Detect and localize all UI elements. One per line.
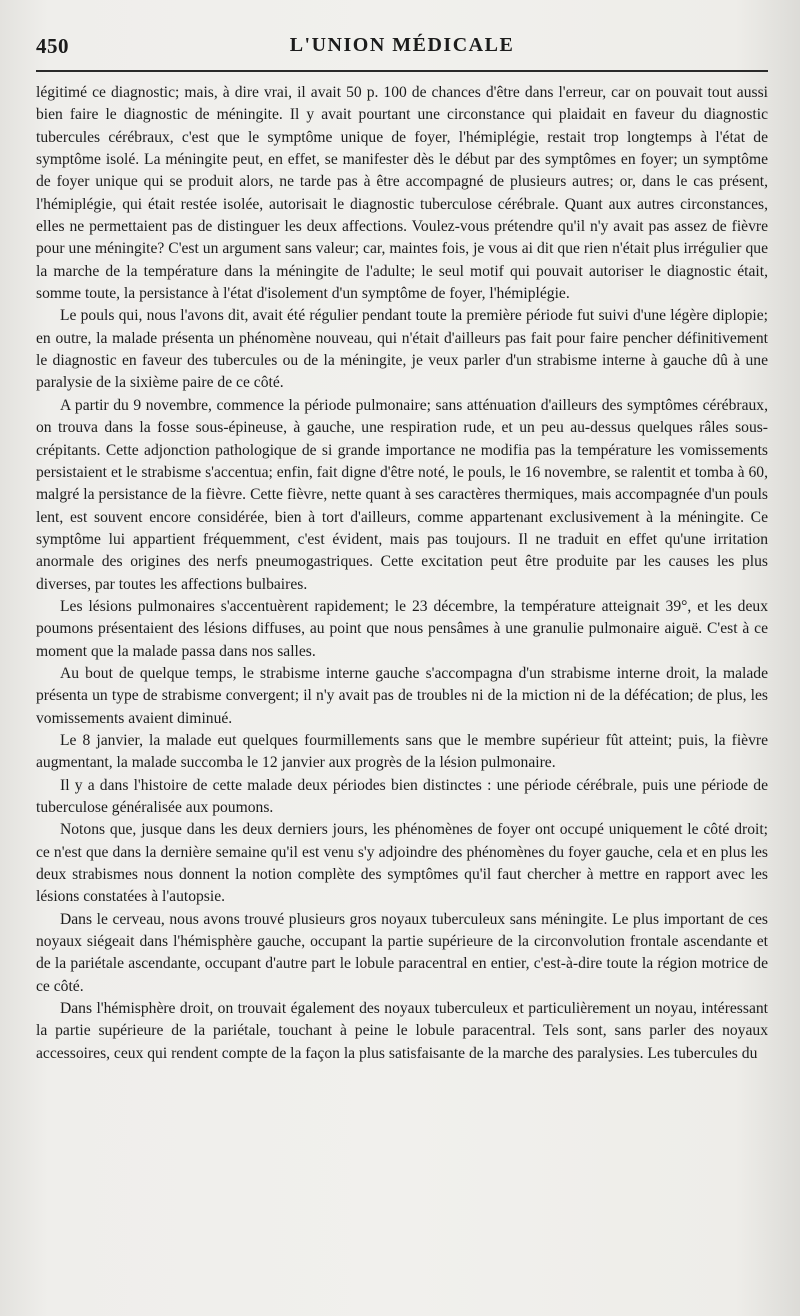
paragraph: Le 8 janvier, la malade eut quelques fourmillements sans que le membre supérieur fût atteint; puis, la fièvre augmentant, la malade succomba le 12 janvier aux progrès de la lésion pulmonaire. <box>36 731 768 772</box>
body-text <box>36 82 768 1065</box>
running-title: L'UNION MÉDICALE <box>289 34 515 56</box>
paragraph: Il y a dans l'histoire de cette malade deux périodes bien distinctes : une période cérébrale, puis une période de tuberculose généralisée aux poumons. <box>36 776 768 816</box>
paragraph: Dans le cerveau, nous avons trouvé plusieurs gros noyaux tuberculeux sans méningite. Le plus important de ces noyaux siégeait dans l'hémisphère gauche, occupant la partie supérieure de la circonvolution frontale ascendante et de la pariétale ascendante, occupant d'autre part le lobule paracentral en entier, c'est-à-dire toute la région motrice de ce côté. <box>36 910 768 995</box>
paragraph: Au bout de quelque temps, le strabisme interne gauche s'accompagna d'un strabisme interne droit, la malade présenta un type de strabisme convergent; il n'y avait pas de troubles ni de la miction ni de la défécation; de plus, les vomissements avaient diminué. <box>36 664 768 727</box>
header-rule <box>36 70 768 72</box>
page-header <box>36 34 768 62</box>
paragraph: A partir du 9 novembre, commence la période pulmonaire; sans atténuation d'ailleurs des symptômes cérébraux, on trouva dans la fosse sous-épineuse, à gauche, une respiration rude, et un peu au-dessus quelques râles sous-crépitants. Cette adjonction pathologique de si grande importance ne modifia pas la température les vomissements persistaient et le strabisme s'accentua; enfin, fait digne d'être noté, le pouls, le 16 novembre, se ralentit et tomba à 60, malgré la persistance de la fièvre. Cette fièvre, nette quant à ses caractères thermiques, mais accompagnée d'un pouls lent, est souvent encore considérée, bien à tort d'ailleurs, comme appartenant exclusivement à la méningite. Ce symptôme lui appartient fréquemment, c'est évident, mais pas toujours. Il ne traduit en effet qu'une irritation anormale des origines des nerfs pneumogastriques. Cette excitation peut être produite par les causes les plus diverses, par toutes les affections bulbaires. <box>36 396 768 593</box>
paragraph: Les lésions pulmonaires s'accentuèrent rapidement; le 23 décembre, la température atteignait 39°, et les deux poumons présentaient des lésions diffuses, au point que nous pensâmes à une granulie pulmonaire aiguë. C'est à ce moment que la malade passa dans nos salles. <box>36 597 768 660</box>
paragraph: Le pouls qui, nous l'avons dit, avait été régulier pendant toute la première période fut suivi d'une légère diplopie; en outre, la malade présenta un phénomène nouveau, qui n'était d'ailleurs pas fait pour faire pencher définitivement le diagnostic en faveur des tubercules ou de la méningite, je veux parler d'un strabisme interne à gauche dû à une paralysie de la sixième paire de ce côté. <box>36 307 768 392</box>
paragraph: Dans l'hémisphère droit, on trouvait également des noyaux tuberculeux et particulièrement un noyau, intéressant la partie supérieure de la pariétale, touchant à peine le lobule paracentral. Tels sont, sans parler des noyaux accessoires, ceux qui rendent compte de la façon la plus satisfaisante de la marche des paralysies. Les tubercules du <box>36 1000 768 1062</box>
paragraph: Notons que, jusque dans les deux derniers jours, les phénomènes de foyer ont occupé uniquement le côté droit; ce n'est que dans la dernière semaine qu'il est venu s'y adjoindre des phénomènes du foyer gauche, cela et en plus les deux strabismes nous donnent la notion complète des symptômes qu'il faut chercher à mettre en rapport avec les lésions constatées à l'autopsie. <box>36 821 768 906</box>
page-number: 450 <box>36 34 69 58</box>
paragraph: légitimé ce diagnostic; mais, à dire vrai, il avait 50 p. 100 de chances d'être dans l'erreur, car on pouvait tout aussi bien faire le diagnostic de méningite. Il y avait pourtant une circonstance qui plaidait en faveur du diagnostic tubercules cérébraux, c'est que le symptôme unique de foyer, l'hémiplégie, restait trop longtemps à l'état de symptôme isolé. La méningite peut, en effet, se manifester dès le début par des symptômes en foyer; un symptôme de foyer unique qui se produit alors, ne tarde pas à être accompagné de plusieurs autres; or, dans le cas présent, l'hémiplégie, qui était restée isolée, autorisait le diagnostic tuberculose cérébrale. Quant aux autres circonstances, elles ne permettaient pas de distinguer les deux affections. Voulez-vous prétendre qu'il n'y avait pas assez de fièvre pour une méningite? C'est un argument sans valeur; car, maintes fois, je vous ai dit que rien n'était plus irrégulier que la marche de la température dans la méningite de l'adulte; le seul motif qui pouvait autoriser le diagnostic était, somme toute, la persistance à l'état d'isolement d'un symptôme de foyer, l'hémiplégie. <box>36 84 768 303</box>
